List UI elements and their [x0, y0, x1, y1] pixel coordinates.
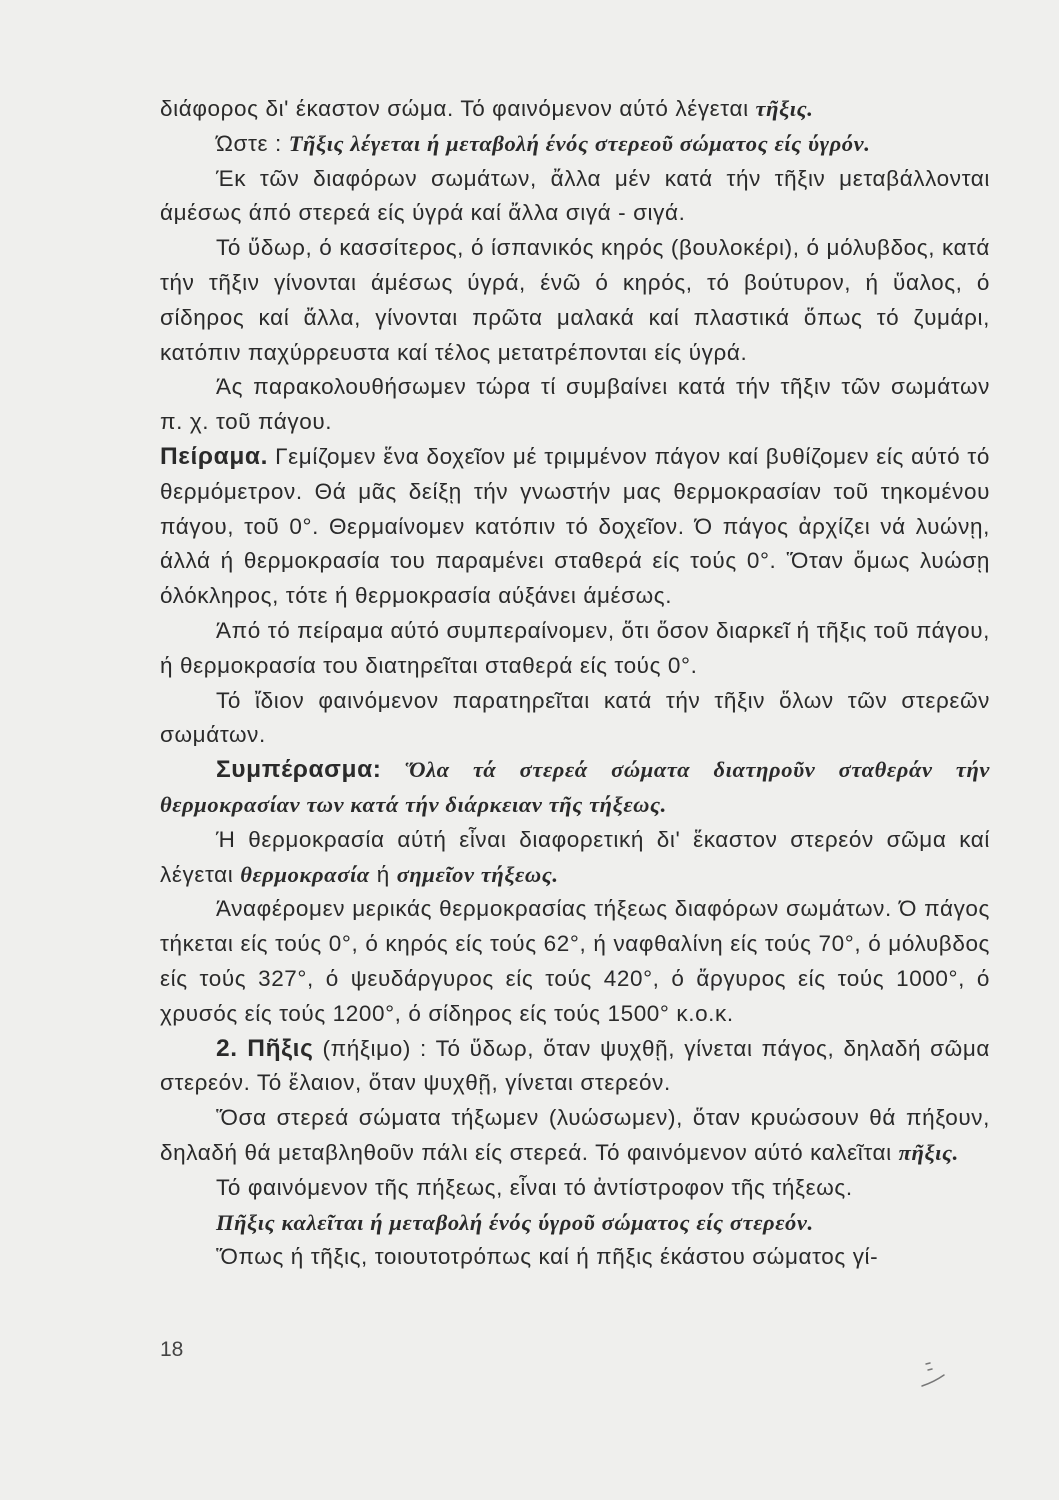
paragraph-p7 [160, 614, 990, 684]
paragraph-p5 [160, 370, 990, 440]
text-run: Ή θερμοκρασία αύτή εἶναι διαφορετική δι' ἕκαστον στερεόν σῶμα καί λέγεται [160, 826, 990, 887]
paragraph-p3 [160, 162, 990, 232]
paragraph-p10 [160, 823, 990, 893]
emphasized-text: πῆξις. [898, 1139, 959, 1165]
text-run: Τό ὕδωρ, ό κασσίτερος, ό ίσπανικός κηρός (βουλοκέρι), ό μόλυβδος, κατά τήν τῆξιν γίνονται άμέσως ύγρά, ένῶ ό κηρός, τό βούτυρον, ή ὕαλος, ό σίδηρος καί ἄλλα, γίνονται πρῶτα μαλακά καί πλαστικά ὅπως τό ζυμάρι, κατόπιν παχύρρευστα καί τέλος μετατρέπονται είς ύγρά. [160, 235, 990, 365]
section-heading: Συμπέρασμα: [216, 756, 382, 784]
emphasized-text: Ὅλα τά στερεά σώματα διατηροῦν σταθεράν τήν θερμοκρασίαν των κατά τήν διάρκειαν τῆς τήξεως. [160, 757, 990, 817]
page-body [160, 92, 990, 1275]
paragraph-p11 [160, 892, 990, 1031]
paragraph-p4 [160, 231, 990, 370]
text-run: διάφορος δι' έκαστον σώμα. Τό φαινόμενον αύτό λέγεται [160, 96, 756, 121]
text-run: (πήξιμο) : Τό ὕδωρ, ὅταν ψυχθῇ, γίνεται πάγος, δηλαδή σῶμα στερεόν. Τό ἔλαιον, ὅταν ψυχθῇ, γίνεται στερεόν. [160, 1035, 990, 1096]
paragraph-p9 [160, 753, 990, 823]
emphasized-text: τῆξις. [755, 96, 814, 121]
ink-smudge-icon [920, 1360, 960, 1390]
paragraph-p1 [160, 92, 990, 127]
section-heading: 2. Πῆξις [216, 1034, 314, 1062]
paragraph-p15 [160, 1206, 990, 1241]
emphasized-text: σημεῖον τήξεως. [396, 861, 559, 887]
paragraph-p8 [160, 684, 990, 754]
emphasized-text: θερμοκρασία [240, 861, 370, 887]
text-run: Γεμίζομεν ἕνα δοχεῖον μέ τριμμένον πάγον καί βυθίζομεν είς αύτό τό θερμόμετρον. Θά μᾶς δείξῃ τήν γνωστήν μας θερμοκρασίαν τοῦ τηκομένου πάγου, τοῦ 0°. Θερμαίνομεν κατόπιν τό δοχεῖον. Ό πάγος ἀρχίζει νά λυώνῃ, άλλά ή θερμοκρασία του παραμένει σταθερά είς τούς 0°. Ὅταν ὅμως λυώσῃ όλόκληρος, τότε ή θερμοκρασία αύξάνει άμέσως. [160, 443, 990, 609]
paragraph-p12 [160, 1032, 990, 1102]
text-run: Τό ἴδιον φαινόμενον παρατηρεῖται κατά τήν τῆξιν ὅλων τῶν στερεῶν σωμάτων. [160, 687, 990, 748]
text-run: Τό φαινόμενον τῆς πήξεως, εἶναι τό ἀντίστροφον τῆς τήξεως. [216, 1174, 853, 1200]
paragraph-p6 [160, 440, 990, 614]
paragraph-p2 [160, 127, 990, 162]
page-number: 18 [160, 1338, 184, 1361]
text-run: ή [369, 861, 397, 887]
text-run: Άς παρακολουθήσωμεν τώρα τί συμβαίνει κατά τήν τῆξιν τῶν σωμάτων π. χ. τοῦ πάγου. [160, 374, 990, 435]
text-run: Έκ τῶν διαφόρων σωμάτων, ἄλλα μέν κατά τήν τῆξιν μεταβάλλονται άμέσως άπό στερεά είς ύγρά καί ἄλλα σιγά - σιγά. [160, 165, 990, 226]
emphasized-text: Πῆξις καλεῖται ή μεταβολή ένός ύγροῦ σώματος είς στερεόν. [216, 1209, 814, 1235]
text-run: Ὅσα στερεά σώματα τήξωμεν (λυώσωμεν), ὅταν κρυώσουν θά πήξουν, δηλαδή θά μεταβληθοῦν πάλι είς στερεά. Τό φαινόμενον αύτό καλεῖται [160, 1105, 990, 1165]
section-heading: Πείραμα. [160, 442, 269, 470]
text-run: Ώστε : [216, 130, 289, 156]
text-run: Άπό τό πείραμα αύτό συμπεραίνομεν, ὅτι ὅσον διαρκεῖ ή τῆξις τοῦ πάγου, ή θερμοκρασία του διατηρεῖται σταθερά είς τούς 0°. [160, 617, 990, 678]
text-run: Άναφέρομεν μερικάς θερμοκρασίας τήξεως διαφόρων σωμάτων. Ό πάγος τήκεται είς τούς 0°, ό κηρός είς τούς 62°, ή ναφθαλίνη είς τούς 70°, ό μόλυβδος είς τούς 327°, ό ψευδάργυρος είς τούς 420°, ό ἄργυρος είς τούς 1000°, ό χρυσός είς τούς 1200°, ό σίδηρος είς τούς 1500° κ.ο.κ. [160, 896, 990, 1026]
text-run: Ὅπως ή τῆξις, τοιουτοτρόπως καί ή πῆξις έκάστου σώματος γί- [216, 1244, 879, 1270]
emphasized-text: Τῆξις λέγεται ή μεταβολή ένός στερεοῦ σώματος είς ύγρόν. [288, 130, 871, 156]
paragraph-p16 [160, 1240, 990, 1275]
paragraph-p13 [160, 1101, 990, 1171]
paragraph-p14 [160, 1171, 990, 1206]
